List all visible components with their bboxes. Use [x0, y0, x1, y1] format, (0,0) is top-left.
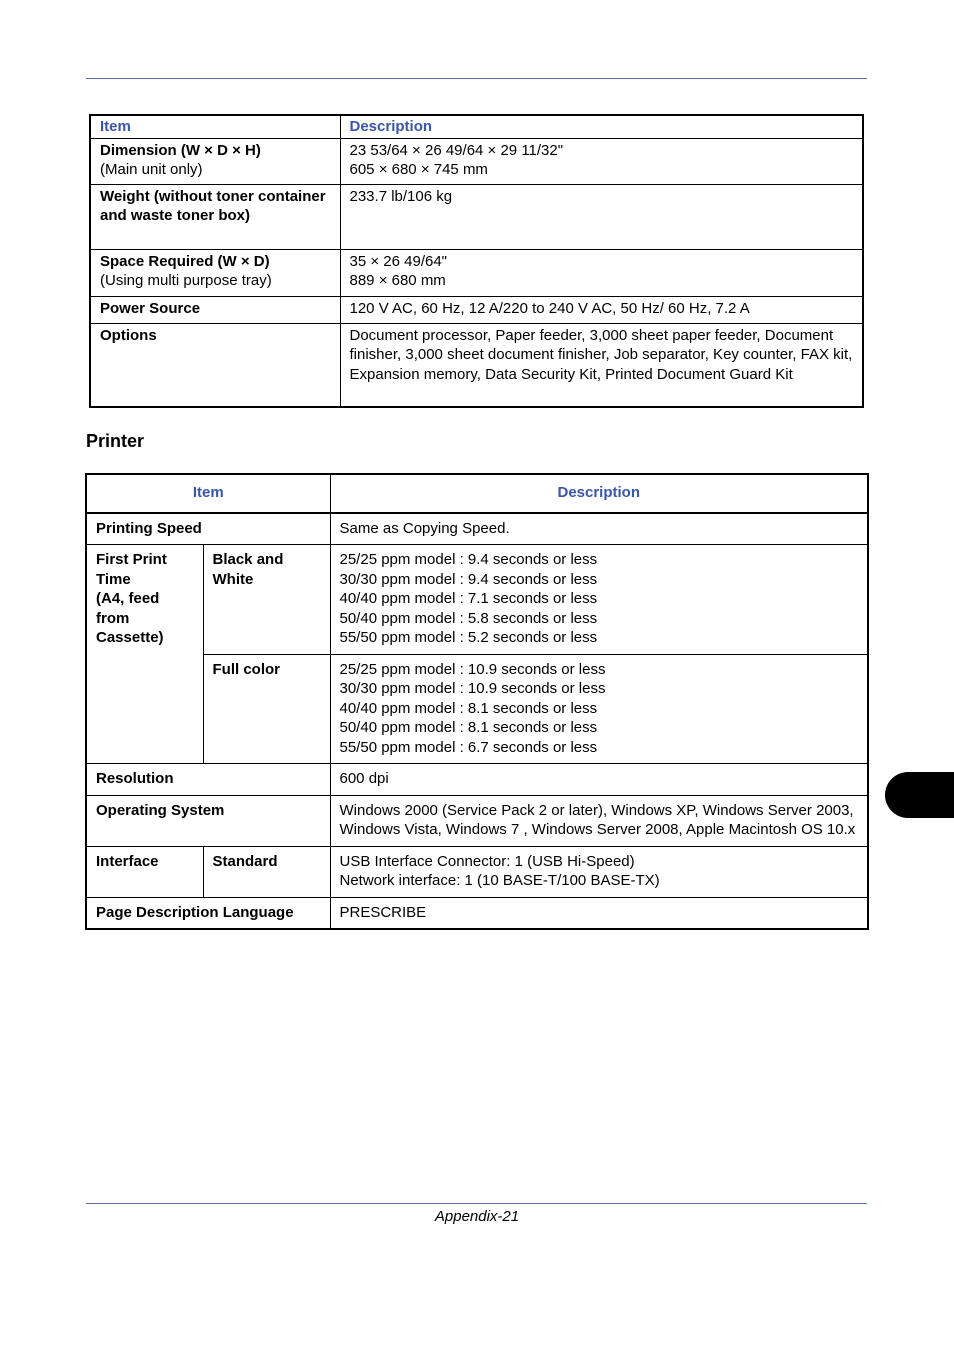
value-line: USB Interface Connector: 1 (USB Hi-Speed) [339, 852, 635, 870]
row-label: Page Description Language [86, 897, 330, 929]
row-value [340, 138, 863, 184]
table-row [90, 138, 863, 184]
header-description: Description [340, 115, 863, 138]
row-label: Printing Speed [86, 513, 330, 545]
value-line: 23 53/64 × 26 49/64 × 29 11/32" [349, 141, 564, 159]
value-line: 50/40 ppm model : 5.8 seconds or less [339, 609, 598, 627]
page-number: Appendix-21 [434, 1208, 520, 1225]
value-line: 40/40 ppm model : 8.1 seconds or less [339, 699, 598, 717]
value-line: 120 V AC, 60 Hz, 12 A/220 to 240 V AC, 50 Hz/ 60 Hz, 7.2 A [349, 299, 750, 317]
label-bold: Weight (without toner container and waste toner box) [100, 187, 326, 224]
label-bold: Dimension (W × D × H) [100, 141, 261, 159]
row-label [90, 323, 340, 407]
row-label [90, 249, 340, 296]
table-row [86, 795, 868, 846]
row-value: Windows 2000 (Service Pack 2 or later), Windows XP, Windows Server 2003, Windows Vista, Windows 7 , Windows Server 2008, Apple Macintosh OS 10.x [330, 795, 868, 846]
value-line: 30/30 ppm model : 9.4 seconds or less [339, 570, 598, 588]
table-row [90, 249, 863, 296]
value-line: Network interface: 1 (10 BASE-T/100 BASE-TX) [339, 872, 660, 889]
general-spec-table [89, 114, 864, 408]
label-line: First Print [96, 551, 167, 568]
table-row [90, 323, 863, 407]
section-title: Printer [86, 431, 145, 451]
printer-spec-table [85, 473, 869, 930]
header-item: Item [86, 474, 330, 513]
label-line: Black and [212, 551, 284, 568]
row-label [90, 138, 340, 184]
row-value [340, 323, 863, 407]
header-description: Description [330, 474, 868, 513]
table-row [90, 296, 863, 323]
table-header-row [90, 115, 863, 138]
row-label [90, 296, 340, 323]
row-value [330, 545, 868, 655]
label-line: Cassette) [96, 629, 164, 646]
value-line: 35 × 26 49/64" [349, 252, 447, 270]
row-value [330, 846, 868, 897]
row-label [86, 545, 203, 764]
table-row [86, 846, 868, 897]
table-row [86, 545, 868, 655]
value-line: 889 × 680 mm [349, 272, 446, 289]
header-rule [86, 78, 867, 79]
table-row [86, 897, 868, 929]
label-line: White [212, 570, 254, 588]
row-value: PRESCRIBE [330, 897, 868, 929]
row-value: Same as Copying Speed. [330, 513, 868, 545]
value-line: 40/40 ppm model : 7.1 seconds or less [339, 590, 598, 607]
table-row [86, 764, 868, 796]
value-line: 25/25 ppm model : 10.9 seconds or less [339, 660, 606, 678]
sub-label: Full color [203, 654, 330, 764]
label-bold: Power Source [100, 299, 201, 317]
label-line: (A4, feed [96, 590, 160, 607]
row-label: Operating System [86, 795, 330, 846]
footer-rule [86, 1203, 867, 1204]
chapter-tab [885, 772, 954, 818]
label-normal: (Using multi purpose tray) [100, 272, 272, 289]
row-value: 600 dpi [330, 764, 868, 796]
row-label [90, 184, 340, 249]
value-line: 605 × 680 × 745 mm [349, 161, 488, 178]
sub-label [203, 545, 330, 655]
header-item: Item [90, 115, 340, 138]
label-line: from [96, 609, 130, 627]
row-value [340, 249, 863, 296]
value-line: 233.7 lb/106 kg [349, 187, 453, 205]
table-header-row [86, 474, 868, 513]
value-line: 25/25 ppm model : 9.4 seconds or less [339, 551, 598, 568]
value-line: Document processor, Paper feeder, 3,000 sheet paper feeder, Document finisher, 3,000 sheet document finisher, Job separator, Key counter, FAX kit, Expansion memory, Data Security Kit, Printed Document Guard Kit [349, 326, 853, 383]
row-value [340, 296, 863, 323]
row-value [330, 654, 868, 764]
table-row [90, 184, 863, 249]
value-line: 50/40 ppm model : 8.1 seconds or less [339, 719, 598, 736]
row-label: Resolution [86, 764, 330, 796]
row-value [340, 184, 863, 249]
table-row [86, 654, 868, 764]
label-bold: Options [100, 326, 157, 344]
row-label: Interface [86, 846, 203, 897]
table-row [86, 513, 868, 545]
label-bold: Space Required (W × D) [100, 252, 270, 270]
label-normal: (Main unit only) [100, 161, 203, 178]
value-line: 55/50 ppm model : 6.7 seconds or less [339, 738, 598, 756]
sub-label: Standard [203, 846, 330, 897]
value-line: 30/30 ppm model : 10.9 seconds or less [339, 680, 606, 697]
value-line: 55/50 ppm model : 5.2 seconds or less [339, 629, 598, 646]
label-line: Time [96, 570, 131, 588]
